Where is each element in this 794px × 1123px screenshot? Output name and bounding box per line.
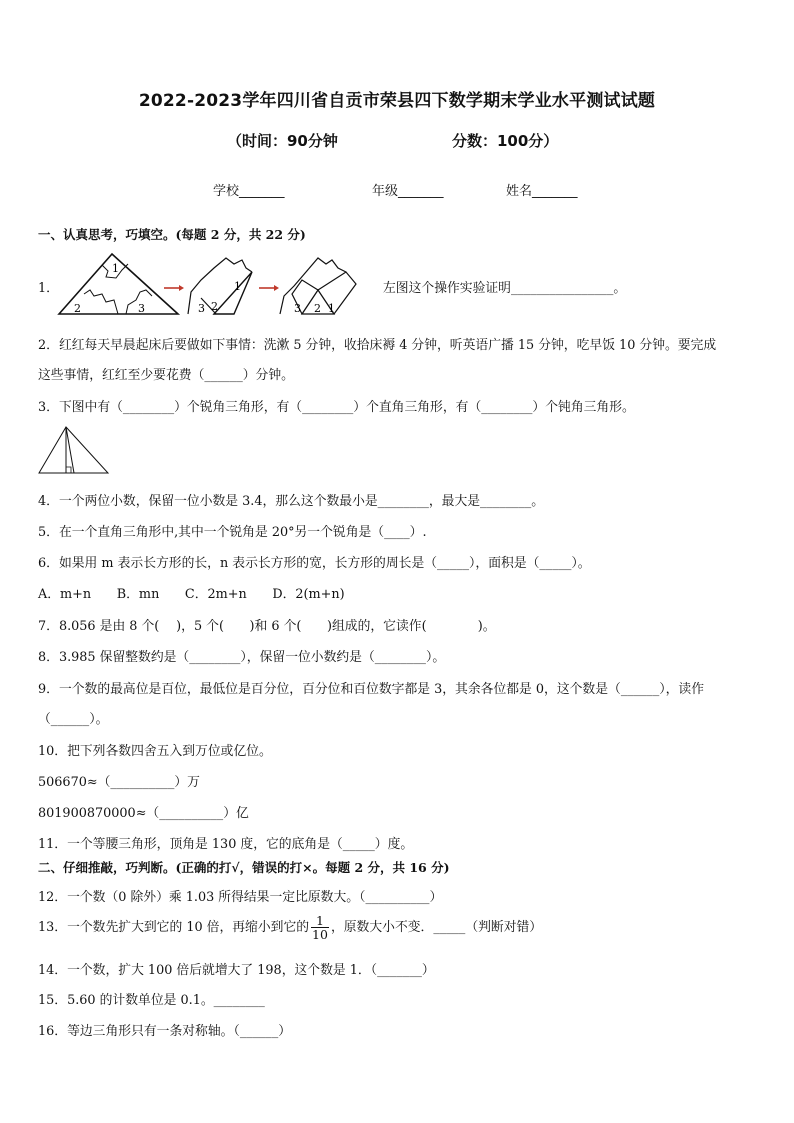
question-1-figure (56, 250, 386, 318)
school-field: 学校_______ (213, 184, 285, 199)
question-6: 6．如果用 m 表示长方形的长，n 表示长方形的宽，长方形的周长是（_____），面积是（_____）。 (38, 556, 591, 571)
question-6-options: A．m+n B．mn C．2m+n D．2(m+n) (38, 587, 345, 602)
question-14: 14．一个数，扩大 100 倍后就增大了 198，这个数是 1．（_______） (38, 963, 435, 978)
question-13 (38, 914, 542, 941)
fig-label: 3 (294, 302, 301, 315)
question-1-text: 左图这个操作实验证明________________。 (383, 281, 627, 296)
question-1-number: 1． (38, 281, 59, 296)
fig-label: 2 (314, 302, 321, 315)
question-12: 12．一个数（0 除外）乘 1.03 所得结果一定比原数大。（__________） (38, 890, 443, 905)
fig-label: 2 (211, 300, 218, 313)
fraction-numerator: 1 (311, 914, 329, 928)
fig-label: 1 (234, 280, 241, 293)
fig-label: 3 (138, 302, 145, 315)
question-10-a: 506670≈（__________）万 (38, 775, 200, 790)
question-13-prefix: 13．一个数先扩大到它的 10 倍，再缩小到它的 (38, 920, 310, 935)
question-11: 11．一个等腰三角形，顶角是 130 度，它的底角是（_____）度。 (38, 837, 414, 852)
question-13-suffix: ，原数大小不变．_____（判断对错） (330, 920, 543, 935)
grade-field: 年级_______ (372, 184, 444, 199)
name-field: 姓名_______ (506, 184, 578, 199)
fraction-denominator: 10 (312, 927, 328, 942)
question-8: 8．3.985 保留整数约是（________），保留一位小数约是（________）。 (38, 650, 446, 665)
fig-label: 1 (112, 262, 119, 275)
total-score: 分数：100分） (452, 132, 559, 150)
question-5: 5．在一个直角三角形中,其中一个锐角是 20°另一个锐角是（____）. (38, 525, 427, 540)
page-title: 2022-2023学年四川省自贡市荣县四下数学期末学业水平测试试题 (138, 91, 656, 111)
section-1-heading: 一、认真思考，巧填空。(每题 2 分，共 22 分) (38, 227, 306, 242)
question-7: 7．8.056 是由 8 个( )，5 个( )和 6 个( )组成的，它读作( )。 (38, 619, 496, 634)
question-2-line-1: 2．红红每天早晨起床后要做如下事情：洗漱 5 分钟，收拾床褥 4 分钟，听英语广播 15 分钟，吃早饭 10 分钟。要完成 (38, 338, 717, 353)
question-2-line-2: 这些事情，红红至少要花费（______）分钟。 (38, 368, 294, 383)
question-4: 4．一个两位小数，保留一位小数是 3.4，那么这个数最小是________，最大是________。 (38, 494, 545, 509)
question-3: 3．下图中有（________）个锐角三角形，有（________）个直角三角形，有（________）个钝角三角形。 (38, 400, 635, 415)
question-10-b: 801900870000≈（__________）亿 (38, 806, 249, 821)
question-10: 10．把下列各数四舍五入到万位或亿位。 (38, 744, 272, 759)
question-15: 15．5.60 的计数单位是 0.1。________ (38, 993, 265, 1008)
fraction-one-tenth (311, 914, 329, 941)
question-3-triangle-figure (38, 426, 110, 476)
question-9-line-2: （______）。 (38, 712, 109, 727)
fig-label: 3 (198, 302, 205, 315)
fig-label: 1 (328, 302, 335, 315)
fig-label: 2 (74, 302, 81, 315)
question-16: 16．等边三角形只有一条对称轴。（______） (38, 1024, 292, 1039)
section-2-heading: 二、仔细推敲，巧判断。(正确的打√，错误的打×。每题 2 分，共 16 分) (38, 860, 450, 875)
question-9-line-1: 9．一个数的最高位是百位，最低位是百分位，百分位和百位数字都是 3，其余各位都是 0，这个数是（______），读作 (38, 682, 705, 697)
time-limit: （时间：90分钟 (227, 132, 338, 150)
